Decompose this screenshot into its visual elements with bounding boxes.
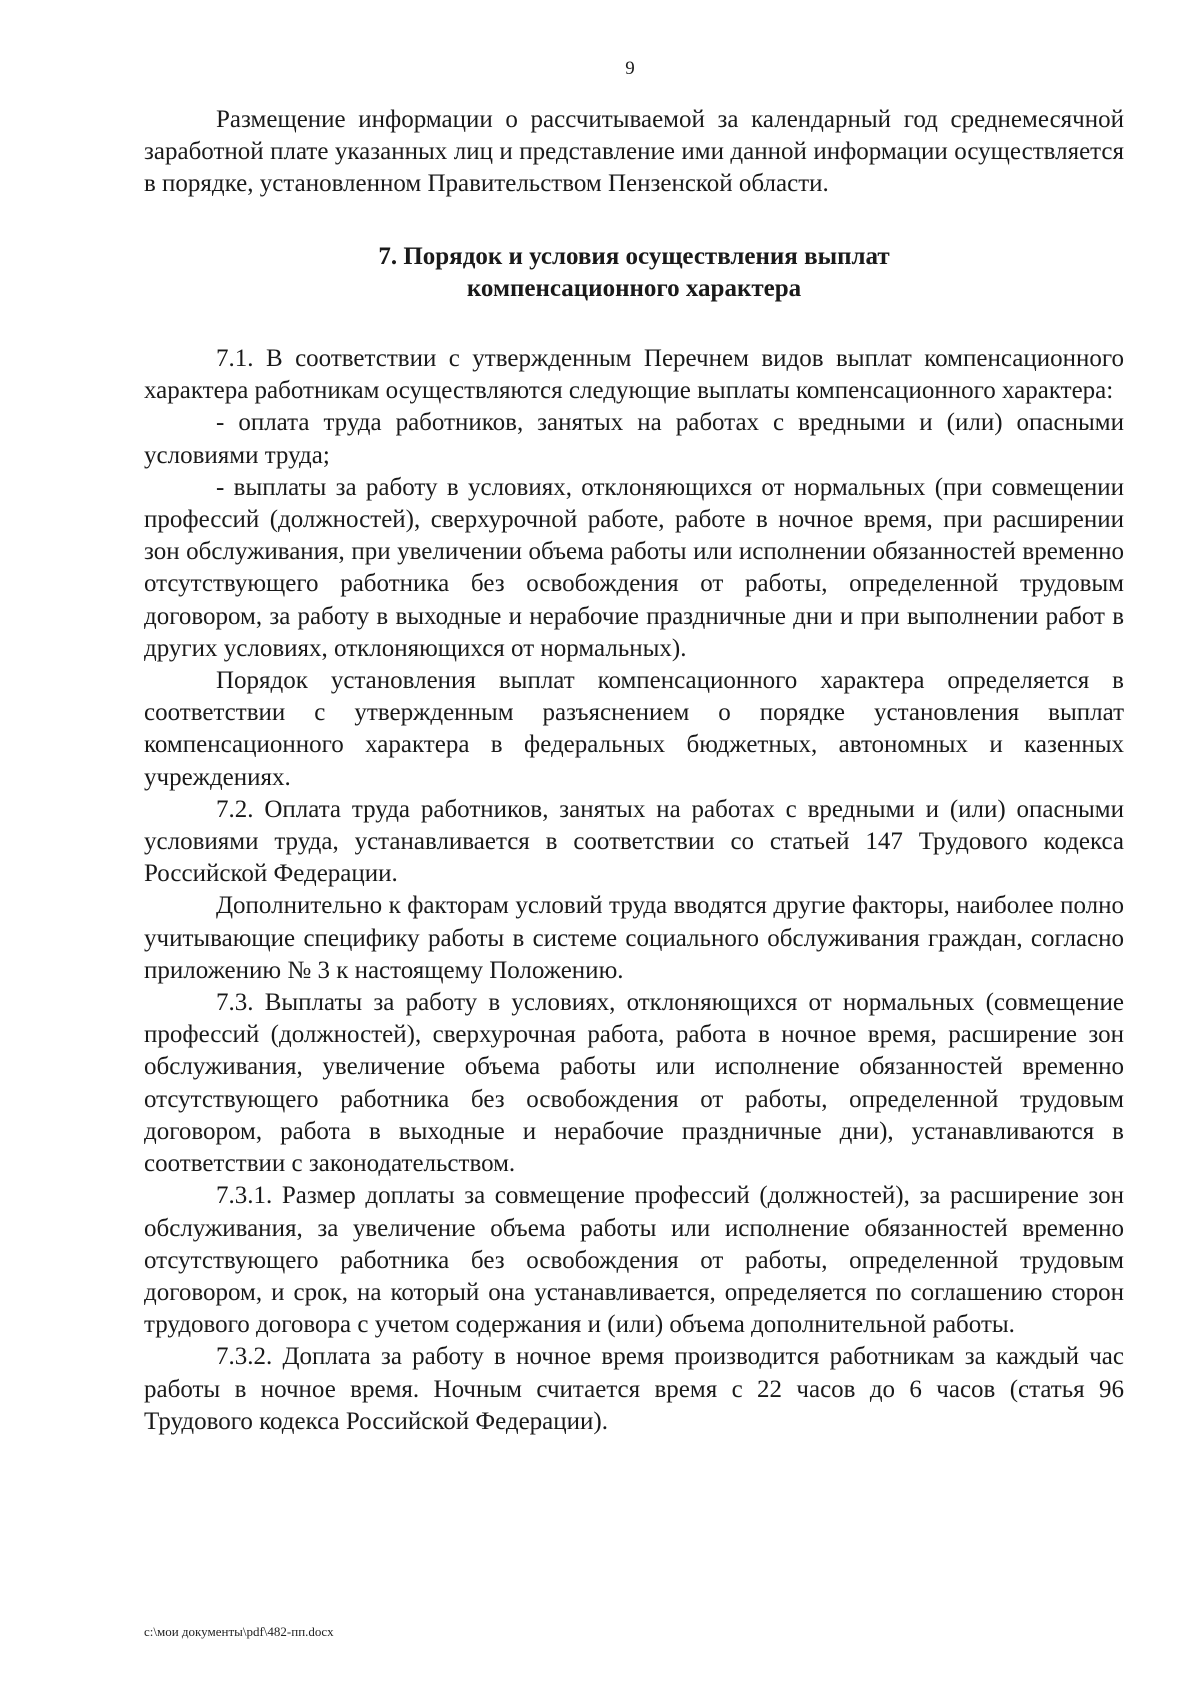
paragraph-order: Порядок установления выплат компенсационного характера определяется в соответствии с утвержденным разъяснением о порядке установления выплат компенсационного характера в федеральных бюджетных, автономных и казенных учреждениях. [144, 667, 1124, 791]
section-title-line-2: компенсационного характера [466, 274, 802, 302]
section-title-line-1: 7. Порядок и условия осуществления выплат [378, 242, 890, 270]
document-body [144, 104, 1124, 1438]
paragraph-7-1: 7.1. В соответствии с утвержденным Перечнем видов выплат компенсационного характера работникам осуществляются следующие выплаты компенсационного характера: [144, 345, 1124, 405]
page-number: 9 [625, 58, 635, 79]
paragraph-7-2: 7.2. Оплата труда работников, занятых на работах с вредными и (или) опасными условиями труда, устанавливается в соответствии со статьей 147 Трудового кодекса Российской Федерации. [144, 795, 1124, 888]
paragraph-7-3: 7.3. Выплаты за работу в условиях, отклоняющихся от нормальных (совмещение профессий (должностей), сверхурочная работа, работа в ночное время, расширение зон обслуживания, увеличение объема работы или исполнение обязанностей временно отсутствующего работника без освобождения от работы, определенной трудовым договором, работа в выходные и нерабочие праздничные дни), устанавливаются в соответствии с законодательством. [144, 989, 1124, 1178]
section-title [144, 241, 1124, 305]
paragraph-salary-info: Размещение информации о рассчитываемой за календарный год среднемесячной заработной плате указанных лиц и представление ими данной информации осуществляется в порядке, установленном Правительством Пензенской области. [144, 106, 1124, 198]
list-item-hazardous-pay: - оплата труда работников, занятых на работах с вредными и (или) опасными условиями труда; [144, 409, 1124, 469]
paragraph-7-3-2: 7.3.2. Доплата за работу в ночное время производится работникам за каждый час работы в ночное время. Ночным считается время с 22 часов до 6 часов (статья 96 Трудового кодекса Российской Федерации). [144, 1343, 1124, 1435]
paragraph-7-3-1: 7.3.1. Размер доплаты за совмещение профессий (должностей), за расширение зон обслуживания, за увеличение объема работы или исполнение обязанностей временно отсутствующего работника без освобождения от работы, определенной трудовым договором, и срок, на который она устанавливается, определяется по соглашению сторон трудового договора с учетом содержания и (или) объема дополнительной работы. [144, 1182, 1124, 1339]
paragraph-additional-factors: Дополнительно к факторам условий труда вводятся другие факторы, наиболее полно учитывающие специфику работы в системе социального обслуживания граждан, согласно приложению № 3 к настоящему Положению. [144, 892, 1124, 984]
list-item-abnormal-conditions: - выплаты за работу в условиях, отклоняющихся от нормальных (при совмещении профессий (должностей), сверхурочной работе, работе в ночное время, при расширении зон обслуживания, при увеличении объема работы или исполнении обязанностей временно отсутствующего работника без освобождения от работы, определенной трудовым договором, за работу в выходные и нерабочие праздничные дни и при выполнении работ в других условиях, отклоняющихся от нормальных). [144, 473, 1124, 662]
footer-file-path: c:\мои документы\pdf\482-пп.docx [144, 1624, 334, 1639]
